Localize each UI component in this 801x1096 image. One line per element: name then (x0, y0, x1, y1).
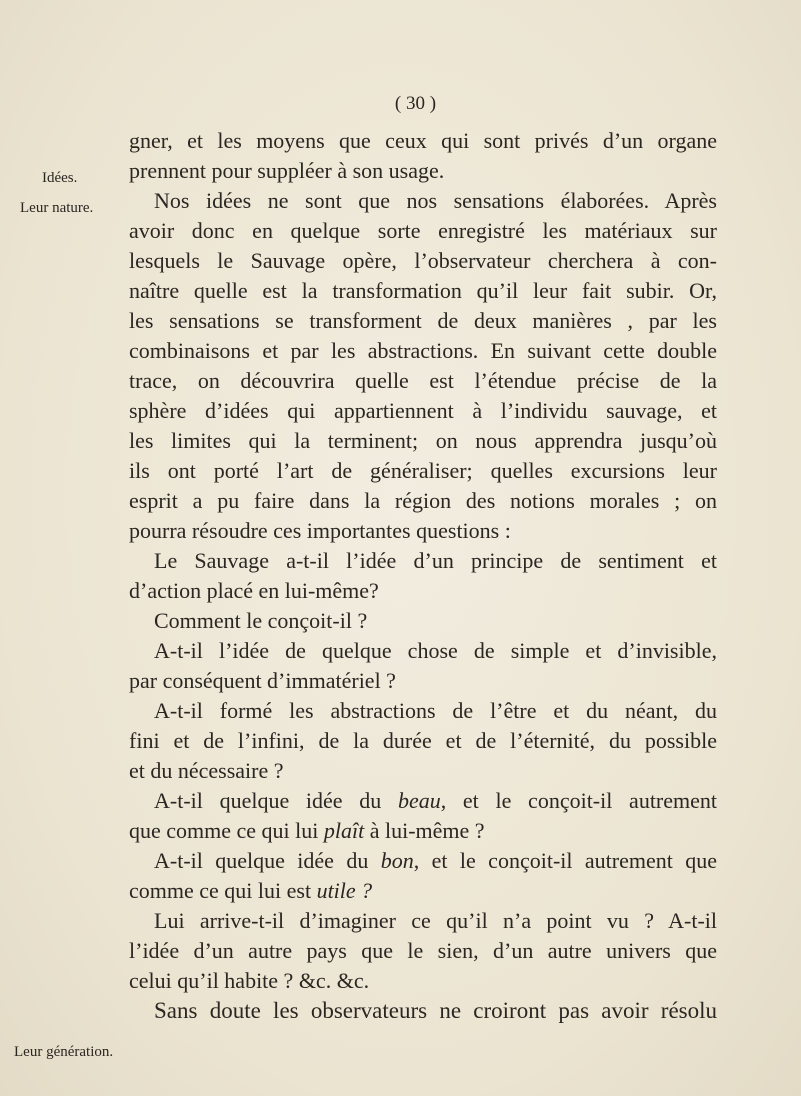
text-line: prennent pour suppléer à son usage. (129, 158, 445, 183)
text-line: que comme ce qui lui plaît à lui-même ? (129, 818, 485, 843)
text-line: et du nécessaire ? (129, 758, 284, 783)
text-line: comme ce qui lui est utile ? (129, 878, 373, 903)
text-line: combinaisons et par les abstractions. En suivant cette double (129, 338, 717, 363)
text-line: A-t-il quelque idée du beau, et le conçoit-il autrement (154, 788, 718, 813)
text-line: esprit a pu faire dans la région des notions morales ; on (129, 488, 717, 513)
text-line: trace, on découvrira quelle est l’étendue précise de la (129, 368, 717, 393)
text-line: lesquels le Sauvage opère, l’observateur cherchera à con- (129, 248, 717, 273)
text-line: naître quelle est la transformation qu’il leur fait subir. Or, (129, 278, 717, 303)
text-line: avoir donc en quelque sorte enregistré les matériaux sur (129, 218, 717, 243)
text-line: gner, et les moyens que ceux qui sont privés d’un organe (129, 128, 717, 153)
text-line: l’idée d’un autre pays que le sien, d’un autre univers que (129, 938, 717, 963)
text-line: Le Sauvage a-t-il l’idée d’un principe de sentiment et (154, 548, 717, 573)
text-line: A-t-il formé les abstractions de l’être et du néant, du (154, 698, 717, 723)
text-line: par conséquent d’immatériel ? (129, 668, 396, 693)
margin-note-ideas: Idées. (42, 170, 78, 186)
text-line: Sans doute les observateurs ne croiront pas avoir résolu (154, 998, 717, 1023)
margin-note-nature: Leur nature. (20, 200, 94, 216)
text-line: Nos idées ne sont que nos sensations élaborées. Après (154, 188, 717, 213)
text-line: A-t-il l’idée de quelque chose de simple et d’invisible, (154, 638, 717, 663)
text-line: les limites qui la terminent; on nous apprendra jusqu’où (129, 428, 717, 453)
text-line: sphère d’idées qui appartiennent à l’individu sauvage, et (129, 398, 717, 423)
text-line: Lui arrive-t-il d’imaginer ce qu’il n’a point vu ? A-t-il (154, 908, 717, 933)
text-line: Comment le conçoit-il ? (154, 608, 368, 633)
page-number: ( 30 ) (394, 93, 437, 114)
text-line: les sensations se transforment de deux manières , par les (129, 308, 717, 333)
text-line: ils ont porté l’art de généraliser; quelles excursions leur (129, 458, 717, 483)
text-line: A-t-il quelque idée du bon, et le conçoit-il autrement que (154, 848, 718, 873)
text-line: celui qu’il habite ? &c. &c. (129, 968, 370, 993)
text-line: d’action placé en lui-même? (129, 578, 379, 603)
text-line: fini et de l’infini, de la durée et de l’éternité, du possible (129, 728, 717, 753)
margin-note-generation: Leur génération. (14, 1044, 114, 1060)
text-line: pourra résoudre ces importantes questions : (129, 518, 511, 543)
